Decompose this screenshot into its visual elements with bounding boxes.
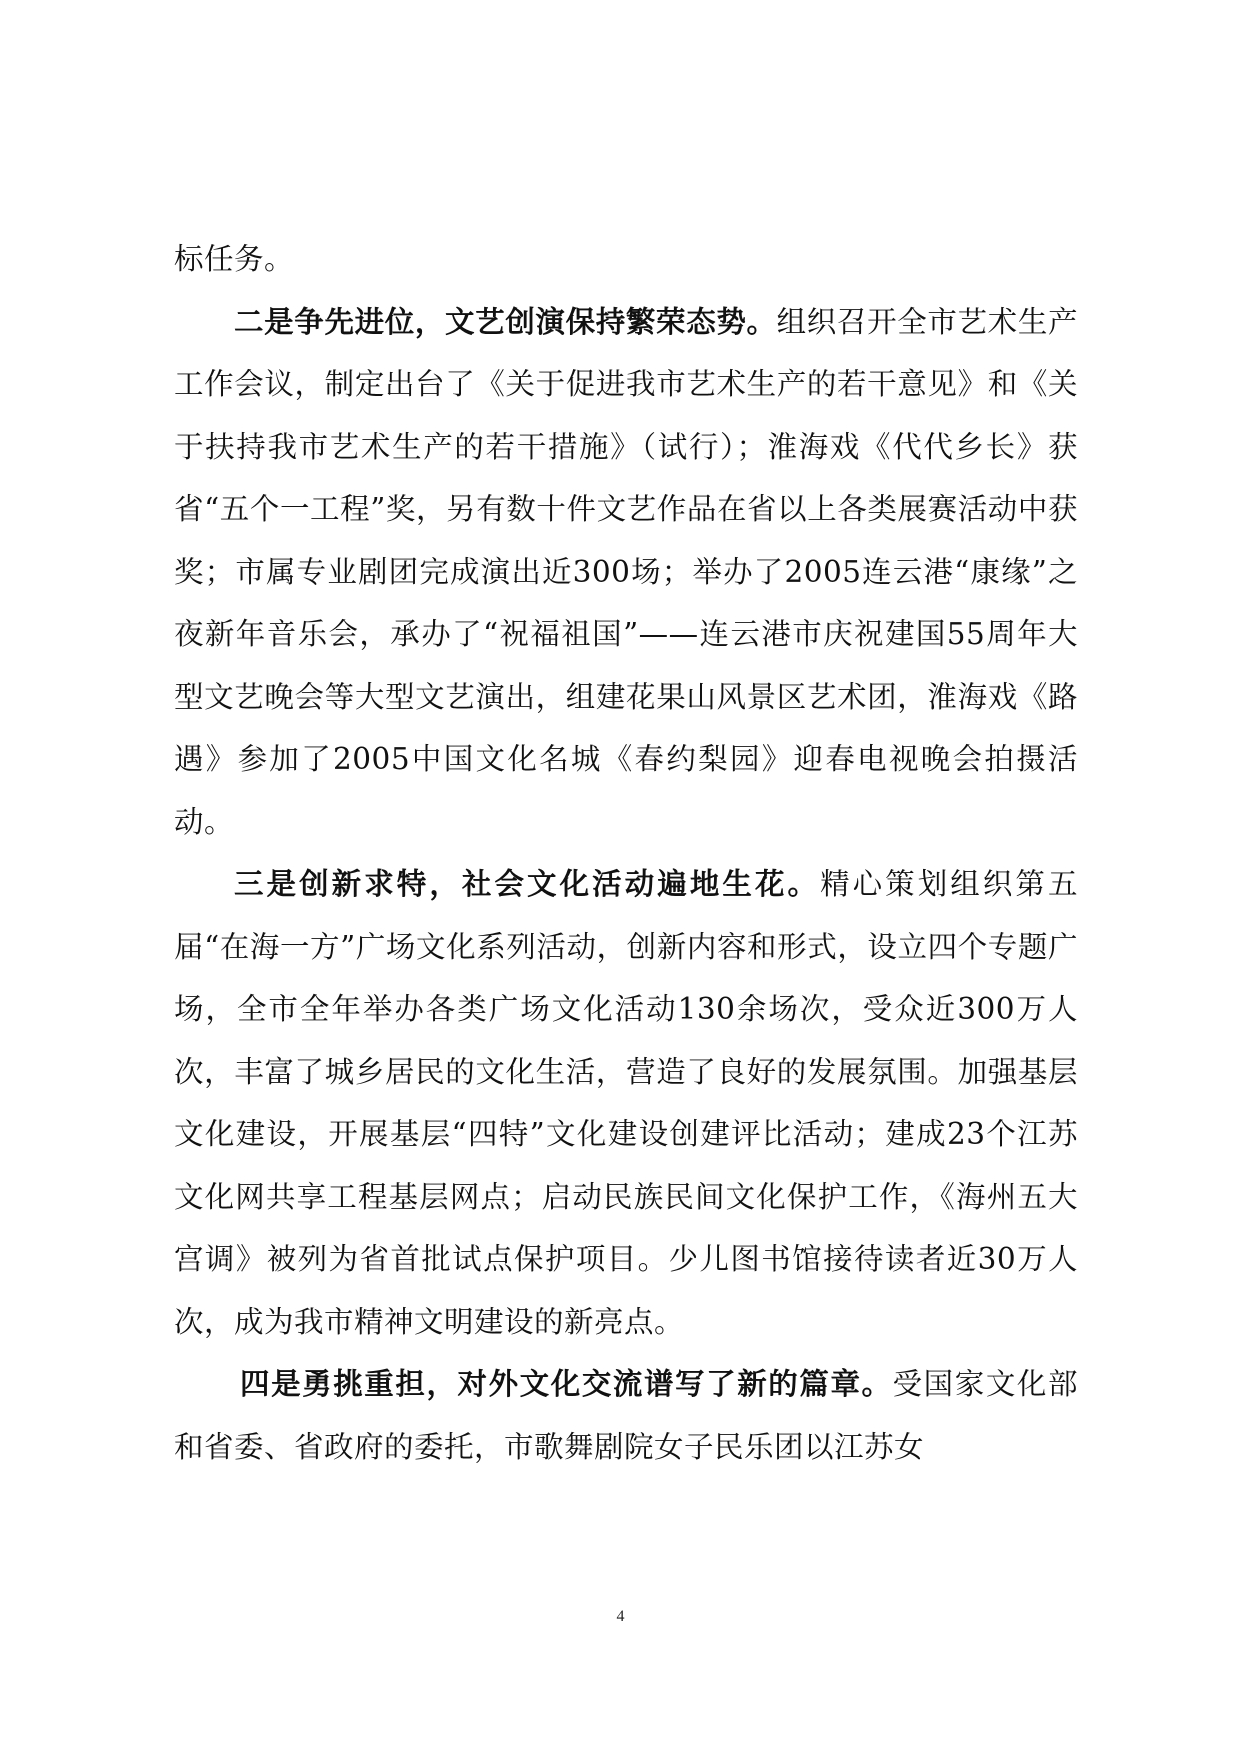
document-body — [174, 228, 1078, 1478]
page-number: 4 — [616, 1608, 625, 1625]
paragraph-arts-performance — [174, 291, 1078, 854]
paragraph-body: 精心策划组织第五届“在海一方”广场文化系列活动，创新内容和形式，设立四个专题广场，全市全年举办各类广场文化活动130余场次，受众近300万人次，丰富了城乡居民的文化生活，营造了良好的发展氛围。加强基层文化建设，开展基层“四特”文化建设创建评比活动；建成23个江苏文化网共享工程基层网点；启动民族民间文化保护工作，《海州五大宫调》被列为省首批试点保护项目。少儿图书馆接待读者近30万人次，成为我市精神文明建设的新亮点。 — [174, 867, 1078, 1339]
paragraph-body: 标任务。 — [174, 242, 295, 276]
paragraph-social-culture — [174, 853, 1078, 1353]
paragraph-continuation — [174, 228, 1078, 291]
paragraph-lead: 四是勇挑重担，对外文化交流谱写了新的篇章。 — [240, 1366, 893, 1401]
paragraph-cultural-exchange — [174, 1353, 1078, 1478]
paragraph-body: 受国家文化部和省委、省政府的委托，市歌舞剧院女子民乐团以江苏女 — [174, 1367, 1078, 1464]
paragraph-body: 组织召开全市艺术生产工作会议，制定出台了《关于促进我市艺术生产的若干意见》和《关于扶持我市艺术生产的若干措施》（试行）；淮海戏《代代乡长》获省“五个一工程”奖，另有数十件文艺作品在省以上各类展赛活动中获奖；市属专业剧团完成演出近300场；举办了2005连云港“康缘”之夜新年音乐会，承办了“祝福祖国”——连云港市庆祝建国55周年大型文艺晚会等大型文艺演出，组建花果山风景区艺术团，淮海戏《路遇》参加了2005中国文化名城《春约梨园》迎春电视晚会拍摄活动。 — [174, 304, 1078, 839]
paragraph-lead: 三是创新求特，社会文化活动遍地生花。 — [234, 866, 821, 901]
paragraph-lead: 二是争先进位，文艺创演保持繁荣态势。 — [234, 303, 777, 339]
